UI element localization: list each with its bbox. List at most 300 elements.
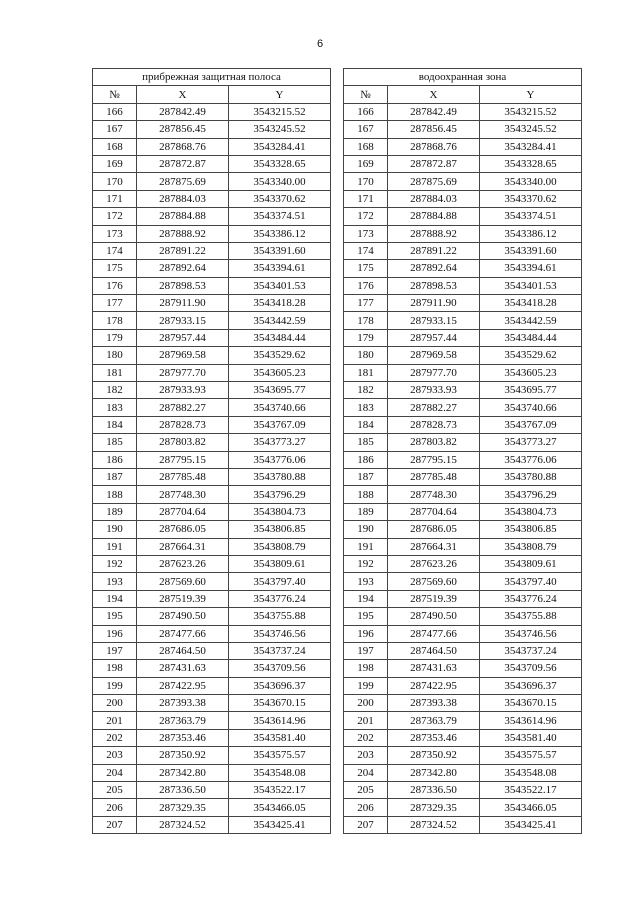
cell-x: 287856.45 — [388, 121, 480, 138]
coastal-protection-strip-table — [92, 68, 331, 834]
cell-number: 179 — [93, 329, 137, 346]
table-row — [344, 816, 582, 833]
cell-x: 287884.03 — [388, 190, 480, 207]
table-row — [93, 729, 331, 746]
cell-number: 205 — [344, 782, 388, 799]
table-header-row — [93, 86, 331, 103]
cell-y: 3543529.62 — [480, 347, 582, 364]
table-row — [93, 242, 331, 259]
cell-number: 183 — [93, 399, 137, 416]
table-row — [93, 312, 331, 329]
cell-x: 287324.52 — [388, 816, 480, 833]
cell-x: 287872.87 — [137, 155, 229, 172]
table-title: водоохранная зона — [344, 69, 582, 86]
table-row — [344, 382, 582, 399]
cell-number: 181 — [344, 364, 388, 381]
cell-number: 174 — [344, 242, 388, 259]
cell-y: 3543776.06 — [480, 451, 582, 468]
cell-y: 3543605.23 — [480, 364, 582, 381]
cell-y: 3543806.85 — [480, 521, 582, 538]
cell-number: 202 — [344, 729, 388, 746]
cell-y: 3543466.05 — [480, 799, 582, 816]
cell-x: 287748.30 — [137, 486, 229, 503]
cell-number: 184 — [344, 416, 388, 433]
cell-number: 200 — [344, 695, 388, 712]
cell-y: 3543284.41 — [229, 138, 331, 155]
table-row — [344, 590, 582, 607]
cell-number: 201 — [344, 712, 388, 729]
cell-number: 196 — [344, 625, 388, 642]
cell-number: 200 — [93, 695, 137, 712]
cell-y: 3543340.00 — [480, 173, 582, 190]
cell-y: 3543773.27 — [480, 434, 582, 451]
cell-number: 167 — [93, 121, 137, 138]
cell-number: 185 — [93, 434, 137, 451]
cell-x: 287422.95 — [137, 677, 229, 694]
table-row — [93, 329, 331, 346]
cell-number: 191 — [344, 538, 388, 555]
cell-x: 287977.70 — [388, 364, 480, 381]
cell-number: 167 — [344, 121, 388, 138]
cell-number: 177 — [344, 295, 388, 312]
cell-x: 287969.58 — [137, 347, 229, 364]
cell-number: 180 — [344, 347, 388, 364]
cell-number: 194 — [344, 590, 388, 607]
cell-number: 168 — [344, 138, 388, 155]
table-row — [344, 538, 582, 555]
table-row — [93, 695, 331, 712]
table-row — [344, 642, 582, 659]
cell-x: 287490.50 — [137, 608, 229, 625]
cell-number: 191 — [93, 538, 137, 555]
table-row — [93, 190, 331, 207]
table-row — [344, 695, 582, 712]
table-row — [344, 399, 582, 416]
table-row — [344, 486, 582, 503]
cell-x: 287933.15 — [137, 312, 229, 329]
cell-number: 172 — [344, 208, 388, 225]
table-title-row — [93, 69, 331, 86]
cell-x: 287856.45 — [137, 121, 229, 138]
cell-x: 287477.66 — [388, 625, 480, 642]
table-row — [93, 486, 331, 503]
cell-x: 287842.49 — [137, 103, 229, 120]
table-row — [344, 242, 582, 259]
cell-x: 287803.82 — [388, 434, 480, 451]
cell-y: 3543605.23 — [229, 364, 331, 381]
cell-number: 203 — [93, 747, 137, 764]
table-row — [344, 138, 582, 155]
cell-y: 3543284.41 — [480, 138, 582, 155]
cell-y: 3543804.73 — [229, 503, 331, 520]
table-row — [93, 451, 331, 468]
cell-number: 198 — [344, 660, 388, 677]
cell-y: 3543581.40 — [480, 729, 582, 746]
cell-x: 287353.46 — [137, 729, 229, 746]
table-row — [93, 347, 331, 364]
cell-x: 287868.76 — [137, 138, 229, 155]
cell-number: 170 — [344, 173, 388, 190]
table-row — [344, 225, 582, 242]
cell-y: 3543529.62 — [229, 347, 331, 364]
cell-y: 3543484.44 — [229, 329, 331, 346]
cell-x: 287888.92 — [388, 225, 480, 242]
cell-y: 3543484.44 — [480, 329, 582, 346]
cell-number: 175 — [344, 260, 388, 277]
cell-x: 287336.50 — [137, 782, 229, 799]
table-row — [344, 312, 582, 329]
cell-x: 287519.39 — [137, 590, 229, 607]
cell-y: 3543740.66 — [229, 399, 331, 416]
cell-number: 166 — [344, 103, 388, 120]
cell-number: 179 — [344, 329, 388, 346]
table-row — [93, 416, 331, 433]
column-header-y: Y — [480, 86, 582, 103]
cell-number: 189 — [344, 503, 388, 520]
table-row — [344, 451, 582, 468]
table-row — [344, 608, 582, 625]
cell-y: 3543614.96 — [480, 712, 582, 729]
cell-x: 287891.22 — [388, 242, 480, 259]
cell-y: 3543797.40 — [480, 573, 582, 590]
cell-number: 201 — [93, 712, 137, 729]
cell-x: 287664.31 — [388, 538, 480, 555]
cell-y: 3543370.62 — [229, 190, 331, 207]
cell-number: 195 — [344, 608, 388, 625]
cell-x: 287828.73 — [388, 416, 480, 433]
cell-x: 287884.03 — [137, 190, 229, 207]
cell-x: 287686.05 — [388, 521, 480, 538]
cell-y: 3543709.56 — [480, 660, 582, 677]
table-row — [93, 642, 331, 659]
cell-y: 3543808.79 — [229, 538, 331, 555]
cell-number: 195 — [93, 608, 137, 625]
cell-number: 205 — [93, 782, 137, 799]
cell-number: 192 — [344, 555, 388, 572]
table-row — [93, 764, 331, 781]
cell-x: 287795.15 — [137, 451, 229, 468]
column-header-x: X — [388, 86, 480, 103]
table-row — [344, 173, 582, 190]
cell-x: 287336.50 — [388, 782, 480, 799]
table-row — [93, 138, 331, 155]
cell-number: 169 — [93, 155, 137, 172]
cell-y: 3543776.06 — [229, 451, 331, 468]
cell-y: 3543215.52 — [229, 103, 331, 120]
cell-x: 287342.80 — [388, 764, 480, 781]
cell-number: 202 — [93, 729, 137, 746]
cell-number: 171 — [344, 190, 388, 207]
table-row — [344, 329, 582, 346]
cell-x: 287490.50 — [388, 608, 480, 625]
cell-x: 287872.87 — [388, 155, 480, 172]
cell-y: 3543394.61 — [229, 260, 331, 277]
cell-y: 3543776.24 — [480, 590, 582, 607]
table-row — [93, 277, 331, 294]
cell-x: 287785.48 — [388, 468, 480, 485]
table-row — [93, 660, 331, 677]
table-row — [93, 625, 331, 642]
cell-x: 287892.64 — [388, 260, 480, 277]
cell-x: 287969.58 — [388, 347, 480, 364]
cell-y: 3543328.65 — [480, 155, 582, 172]
cell-y: 3543808.79 — [480, 538, 582, 555]
cell-y: 3543746.56 — [480, 625, 582, 642]
cell-number: 199 — [344, 677, 388, 694]
cell-y: 3543695.77 — [229, 382, 331, 399]
table-row — [344, 364, 582, 381]
cell-y: 3543780.88 — [480, 468, 582, 485]
column-header-number: № — [344, 86, 388, 103]
table-row — [93, 103, 331, 120]
cell-x: 287623.26 — [388, 555, 480, 572]
cell-y: 3543394.61 — [480, 260, 582, 277]
cell-x: 287748.30 — [388, 486, 480, 503]
cell-number: 206 — [344, 799, 388, 816]
cell-x: 287464.50 — [137, 642, 229, 659]
table-row — [93, 712, 331, 729]
water-protection-zone-table — [343, 68, 582, 834]
cell-number: 203 — [344, 747, 388, 764]
cell-y: 3543548.08 — [229, 764, 331, 781]
cell-x: 287329.35 — [388, 799, 480, 816]
cell-y: 3543740.66 — [480, 399, 582, 416]
table-row — [93, 816, 331, 833]
cell-number: 177 — [93, 295, 137, 312]
table-row — [344, 190, 582, 207]
cell-x: 287664.31 — [137, 538, 229, 555]
cell-number: 185 — [344, 434, 388, 451]
cell-y: 3543340.00 — [229, 173, 331, 190]
table-row — [344, 573, 582, 590]
cell-number: 198 — [93, 660, 137, 677]
table-row — [93, 555, 331, 572]
table-row — [344, 121, 582, 138]
cell-y: 3543401.53 — [229, 277, 331, 294]
cell-number: 180 — [93, 347, 137, 364]
table-row — [344, 260, 582, 277]
table-row — [93, 295, 331, 312]
cell-y: 3543767.09 — [229, 416, 331, 433]
cell-x: 287882.27 — [137, 399, 229, 416]
table-row — [93, 521, 331, 538]
cell-number: 186 — [344, 451, 388, 468]
cell-y: 3543386.12 — [480, 225, 582, 242]
cell-number: 178 — [344, 312, 388, 329]
cell-y: 3543418.28 — [480, 295, 582, 312]
table-row — [93, 121, 331, 138]
cell-x: 287329.35 — [137, 799, 229, 816]
cell-x: 287431.63 — [137, 660, 229, 677]
table-row — [344, 747, 582, 764]
cell-y: 3543796.29 — [229, 486, 331, 503]
cell-y: 3543809.61 — [229, 555, 331, 572]
cell-number: 206 — [93, 799, 137, 816]
table-row — [344, 660, 582, 677]
table-row — [93, 382, 331, 399]
table-row — [344, 782, 582, 799]
table-row — [344, 155, 582, 172]
cell-x: 287911.90 — [137, 295, 229, 312]
table-row — [344, 434, 582, 451]
cell-x: 287977.70 — [137, 364, 229, 381]
cell-x: 287569.60 — [388, 573, 480, 590]
cell-x: 287342.80 — [137, 764, 229, 781]
table-row — [344, 103, 582, 120]
cell-y: 3543328.65 — [229, 155, 331, 172]
cell-number: 181 — [93, 364, 137, 381]
cell-y: 3543797.40 — [229, 573, 331, 590]
table-row — [93, 782, 331, 799]
cell-y: 3543466.05 — [229, 799, 331, 816]
cell-y: 3543215.52 — [480, 103, 582, 120]
cell-x: 287884.88 — [137, 208, 229, 225]
table-row — [344, 764, 582, 781]
table-row — [93, 590, 331, 607]
cell-x: 287569.60 — [137, 573, 229, 590]
cell-x: 287875.69 — [388, 173, 480, 190]
cell-x: 287892.64 — [137, 260, 229, 277]
cell-number: 176 — [344, 277, 388, 294]
cell-y: 3543425.41 — [229, 816, 331, 833]
table-row — [93, 434, 331, 451]
cell-x: 287898.53 — [388, 277, 480, 294]
column-header-number: № — [93, 86, 137, 103]
cell-x: 287888.92 — [137, 225, 229, 242]
cell-x: 287933.93 — [388, 382, 480, 399]
table-row — [93, 155, 331, 172]
cell-number: 186 — [93, 451, 137, 468]
cell-y: 3543804.73 — [480, 503, 582, 520]
cell-y: 3543522.17 — [229, 782, 331, 799]
cell-number: 204 — [344, 764, 388, 781]
cell-y: 3543755.88 — [229, 608, 331, 625]
cell-y: 3543374.51 — [480, 208, 582, 225]
cell-y: 3543245.52 — [480, 121, 582, 138]
cell-y: 3543401.53 — [480, 277, 582, 294]
cell-x: 287363.79 — [137, 712, 229, 729]
cell-y: 3543755.88 — [480, 608, 582, 625]
cell-x: 287933.93 — [137, 382, 229, 399]
cell-number: 173 — [344, 225, 388, 242]
cell-x: 287795.15 — [388, 451, 480, 468]
table-row — [344, 503, 582, 520]
cell-x: 287350.92 — [137, 747, 229, 764]
cell-y: 3543581.40 — [229, 729, 331, 746]
cell-x: 287785.48 — [137, 468, 229, 485]
cell-x: 287957.44 — [137, 329, 229, 346]
table-row — [93, 503, 331, 520]
table-row — [93, 364, 331, 381]
cell-number: 169 — [344, 155, 388, 172]
cell-number: 193 — [344, 573, 388, 590]
cell-x: 287842.49 — [388, 103, 480, 120]
cell-x: 287393.38 — [388, 695, 480, 712]
cell-y: 3543614.96 — [229, 712, 331, 729]
cell-number: 204 — [93, 764, 137, 781]
table-row — [93, 173, 331, 190]
table-row — [93, 747, 331, 764]
cell-y: 3543548.08 — [480, 764, 582, 781]
cell-x: 287891.22 — [137, 242, 229, 259]
cell-number: 196 — [93, 625, 137, 642]
cell-number: 182 — [93, 382, 137, 399]
cell-x: 287393.38 — [137, 695, 229, 712]
cell-y: 3543245.52 — [229, 121, 331, 138]
cell-number: 166 — [93, 103, 137, 120]
table-row — [93, 468, 331, 485]
cell-number: 184 — [93, 416, 137, 433]
cell-number: 168 — [93, 138, 137, 155]
cell-x: 287350.92 — [388, 747, 480, 764]
cell-x: 287431.63 — [388, 660, 480, 677]
cell-number: 176 — [93, 277, 137, 294]
cell-number: 190 — [344, 521, 388, 538]
cell-number: 188 — [93, 486, 137, 503]
cell-number: 171 — [93, 190, 137, 207]
cell-number: 197 — [93, 642, 137, 659]
cell-x: 287353.46 — [388, 729, 480, 746]
cell-x: 287898.53 — [137, 277, 229, 294]
cell-number: 187 — [93, 468, 137, 485]
cell-number: 172 — [93, 208, 137, 225]
cell-y: 3543746.56 — [229, 625, 331, 642]
cell-number: 193 — [93, 573, 137, 590]
cell-number: 189 — [93, 503, 137, 520]
cell-y: 3543442.59 — [229, 312, 331, 329]
cell-x: 287477.66 — [137, 625, 229, 642]
cell-y: 3543670.15 — [480, 695, 582, 712]
cell-number: 178 — [93, 312, 137, 329]
table-row — [344, 277, 582, 294]
cell-y: 3543767.09 — [480, 416, 582, 433]
table-title: прибрежная защитная полоса — [93, 69, 331, 86]
cell-y: 3543737.24 — [480, 642, 582, 659]
cell-x: 287422.95 — [388, 677, 480, 694]
table-row — [93, 799, 331, 816]
cell-number: 207 — [93, 816, 137, 833]
table-row — [344, 521, 582, 538]
cell-x: 287957.44 — [388, 329, 480, 346]
cell-number: 199 — [93, 677, 137, 694]
cell-x: 287519.39 — [388, 590, 480, 607]
cell-number: 174 — [93, 242, 137, 259]
table-row — [93, 573, 331, 590]
table-row — [344, 347, 582, 364]
cell-y: 3543737.24 — [229, 642, 331, 659]
cell-number: 182 — [344, 382, 388, 399]
cell-y: 3543809.61 — [480, 555, 582, 572]
cell-y: 3543776.24 — [229, 590, 331, 607]
cell-x: 287324.52 — [137, 816, 229, 833]
cell-x: 287884.88 — [388, 208, 480, 225]
cell-number: 190 — [93, 521, 137, 538]
cell-y: 3543575.57 — [229, 747, 331, 764]
cell-number: 192 — [93, 555, 137, 572]
cell-y: 3543773.27 — [229, 434, 331, 451]
cell-y: 3543670.15 — [229, 695, 331, 712]
cell-y: 3543391.60 — [229, 242, 331, 259]
cell-y: 3543386.12 — [229, 225, 331, 242]
table-row — [344, 208, 582, 225]
table-row — [344, 729, 582, 746]
table-row — [344, 712, 582, 729]
cell-y: 3543575.57 — [480, 747, 582, 764]
cell-x: 287704.64 — [137, 503, 229, 520]
page-number: 6 — [316, 38, 324, 50]
cell-number: 207 — [344, 816, 388, 833]
cell-number: 194 — [93, 590, 137, 607]
